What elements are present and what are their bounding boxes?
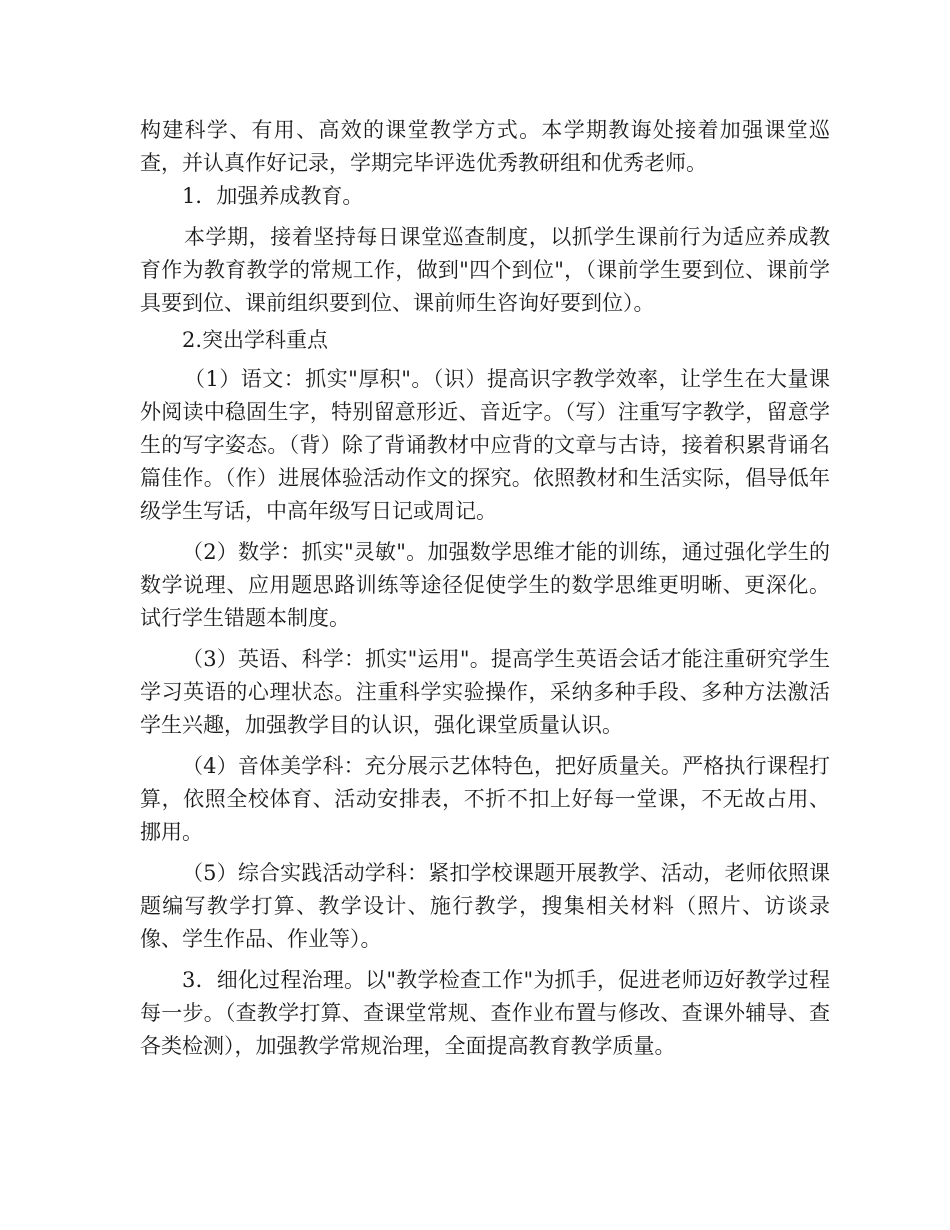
document-body <box>140 114 830 1063</box>
paragraph-chinese: （1）语文：抓实"厚积"。（识）提高识字教学效率，让学生在大量课外阅读中稳固生字，特别留意形近、音近字。（写）注重写字教学，留意学生的写字姿态。（背）除了背诵教材中应背的文章与古诗，接着积累背诵名篇佳作。（作）进展体验活动作文的探究。依照教材和生活实际，倡导低年级学生写话，中高年级写日记或周记。 <box>140 367 830 523</box>
paragraph-heading-3: 3．细化过程治理。以"教学检查工作"为抓手，促进老师迈好教学过程每一步。（查教学打算、查课堂常规、查作业布置与修改、查课外辅导、查各类检测），加强教学常规治理，全面提高教育教学质量。 <box>140 968 830 1058</box>
paragraph-english-science: （3）英语、科学：抓实"运用"。提高学生英语会话才能注重研究学生学习英语的心理状态。注重科学实验操作，采纳多种手段、多种方法激活学生兴趣，加强教学目的认识，强化课堂质量认识。 <box>140 647 830 737</box>
paragraph-practice: （5）综合实践活动学科：紧扣学校课题开展教学、活动，老师依照课题编写教学打算、教学设计、施行教学，搜集相关材料（照片、访谈录像、学生作品、作业等）。 <box>140 861 830 951</box>
paragraph-heading-2: 2.突出学科重点 <box>182 328 329 352</box>
paragraph-habit-education: 本学期，接着坚持每日课堂巡查制度，以抓学生课前行为适应养成教育作为教育教学的常规工作，做到"四个到位"，（课前学生要到位、课前学具要到位、课前组织要到位、课前师生咨询好要到位）。 <box>140 225 830 315</box>
paragraph-math: （2）数学：抓实"灵敏"。加强数学思维才能的训练，通过强化学生的数学说理、应用题思路训练等途径促使学生的数学思维更明晰、更深化。试行学生错题本制度。 <box>140 540 830 630</box>
paragraph-heading-1: 1．加强养成教育。 <box>182 184 364 208</box>
paragraph-continuation: 构建科学、有用、高效的课堂教学方式。本学期教诲处接着加强课堂巡查，并认真作好记录，学期完毕评选优秀教研组和优秀老师。 <box>140 118 830 175</box>
paragraph-arts-sports: （4）音体美学科：充分展示艺体特色，把好质量关。严格执行课程打算，依照全校体育、活动安排表，不折不扣上好每一堂课，不无故占用、挪用。 <box>140 754 830 844</box>
